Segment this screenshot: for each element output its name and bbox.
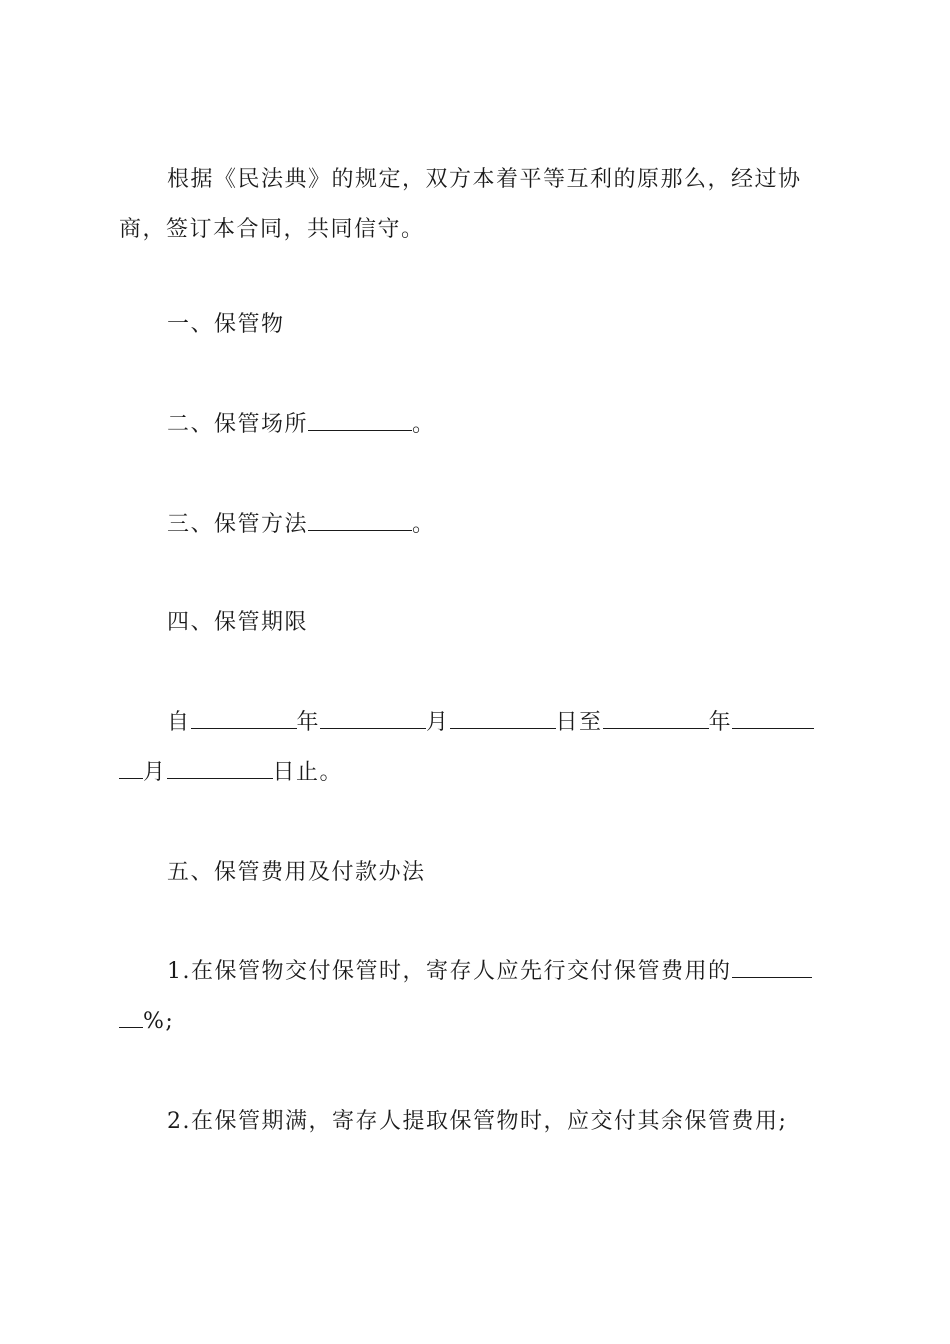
period-line-1 [119,698,833,748]
blank-fee-percent-part1 [732,959,812,978]
item-2-paragraph: 2.在保管期满，寄存人提取保管物时，应交付其余保管费用; [167,1109,788,1134]
section-heading-1: 一、保管物 [167,312,285,337]
item-1-line-1 [119,947,833,997]
item-1-end: %; [143,1009,175,1034]
period-day-1: 日至 [555,710,603,735]
period-prefix: 自 [167,710,191,735]
section-heading-2: 二、保管场所 [167,412,309,437]
blank-start-month [320,710,426,729]
intro-paragraph: 根据《民法典》的规定，双方本着平等互利的原那么，经过协商，签订本合同，共同信守。 [119,167,802,242]
section-heading-5: 五、保管费用及付款办法 [167,860,426,885]
section-3-end: 。 [412,512,436,537]
blank-fee-percent-part2 [119,1009,143,1028]
blank-storage-method [308,512,412,531]
blank-storage-place [308,412,412,431]
section-2-end: 。 [412,412,436,437]
period-month-1: 月 [426,710,450,735]
blank-start-day [450,710,556,729]
period-month-2: 月 [143,760,167,785]
period-year-2: 年 [708,710,733,735]
section-3-line [119,500,833,550]
item-1-text: 1.在保管物交付保管时，寄存人应先行交付保管费用的 [167,959,732,984]
item-1-line-2 [119,997,833,1047]
section-2-line [119,400,833,450]
blank-end-month-part2 [119,760,143,779]
period-year-1: 年 [296,710,321,735]
blank-end-day [167,760,273,779]
section-heading-4: 四、保管期限 [167,610,309,635]
period-line-2 [119,748,833,798]
period-day-2: 日止。 [272,760,344,785]
blank-start-year [191,710,297,729]
section-heading-3: 三、保管方法 [167,512,309,537]
blank-end-year [603,710,709,729]
blank-end-month-part1 [732,710,814,729]
